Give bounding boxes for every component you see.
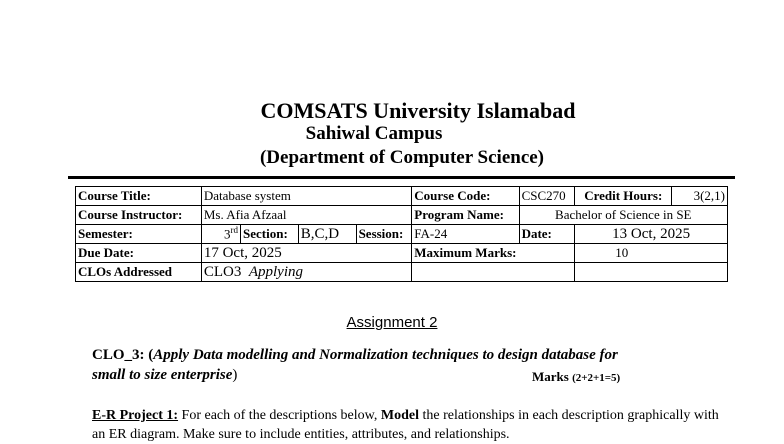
assignment-title: Assignment 2 — [346, 314, 438, 331]
semester-number: 3 — [224, 226, 231, 242]
max-marks-number: 10 — [615, 245, 629, 260]
session-value: FA-24 — [412, 225, 519, 244]
er-project-1-paragraph — [92, 406, 732, 444]
campus-title: Sahiwal Campus — [305, 123, 443, 144]
empty-cell — [575, 263, 728, 282]
course-title-label: Course Title: — [76, 187, 202, 206]
table-row — [76, 244, 728, 263]
er-project-1-label: E-R Project 1: — [92, 408, 179, 423]
course-info-table — [75, 186, 728, 282]
empty-cell — [412, 263, 575, 282]
credit-hours-value: 3(2,1) — [672, 187, 728, 206]
table-row — [76, 225, 728, 244]
clo-level: Applying — [248, 263, 303, 280]
semester-label: Semester: — [76, 225, 202, 244]
clos-label: CLOs Addressed — [76, 263, 202, 282]
department-title: (Department of Computer Science) — [259, 147, 545, 168]
clos-value — [201, 263, 411, 282]
instructor-value: Ms. Afia Afzaal — [201, 206, 411, 225]
semester-value — [201, 225, 240, 244]
clo-open-paren: ( — [144, 347, 154, 363]
date-value: 13 Oct, 2025 — [575, 225, 728, 244]
header-divider — [68, 176, 735, 179]
due-date-value: 17 Oct, 2025 — [201, 244, 411, 263]
er-project-1-text-b: the relationships in each description graphically with an ER diagram. Make sure to include entities, attributes, and relationships. — [92, 408, 719, 442]
clo-code: CLO3 — [203, 263, 242, 280]
marks-label: Marks — [532, 369, 569, 384]
due-date-label: Due Date: — [76, 244, 202, 263]
course-title-value: Database system — [201, 187, 411, 206]
table-row — [76, 263, 728, 282]
er-project-1-text-a: For each of the descriptions below, — [178, 408, 381, 423]
section-label: Section: — [241, 225, 299, 244]
clo-statement-line-1 — [92, 347, 618, 364]
course-code-label: Course Code: — [412, 187, 519, 206]
course-code-value: CSC270 — [519, 187, 575, 206]
section-value: B,C,D — [298, 225, 356, 244]
er-project-1-model: Model — [380, 408, 419, 423]
clo-statement-line-2 — [92, 367, 237, 384]
max-marks-label: Maximum Marks: — [412, 244, 575, 263]
clo-prefix: CLO_3: — [92, 347, 145, 363]
university-title: COMSATS University Islamabad — [260, 98, 576, 123]
table-row — [76, 206, 728, 225]
program-value: Bachelor of Science in SE — [519, 206, 727, 225]
clo-close-paren: ) — [232, 367, 238, 383]
program-label: Program Name: — [412, 206, 519, 225]
clo-text-1: Apply Data modelling and Normalization techniques to design database for — [153, 347, 618, 363]
marks-value: (2+2+1=5) — [572, 372, 621, 384]
session-label: Session: — [356, 225, 412, 244]
semester-suffix: rd — [230, 225, 239, 236]
max-marks-value — [575, 244, 728, 263]
clo-text-2: small to size enterprise — [92, 367, 233, 383]
table-row — [76, 187, 728, 206]
marks-breakdown — [532, 369, 620, 385]
date-label: Date: — [519, 225, 575, 244]
credit-hours-label: Credit Hours: — [575, 187, 672, 206]
instructor-label: Course Instructor: — [76, 206, 202, 225]
